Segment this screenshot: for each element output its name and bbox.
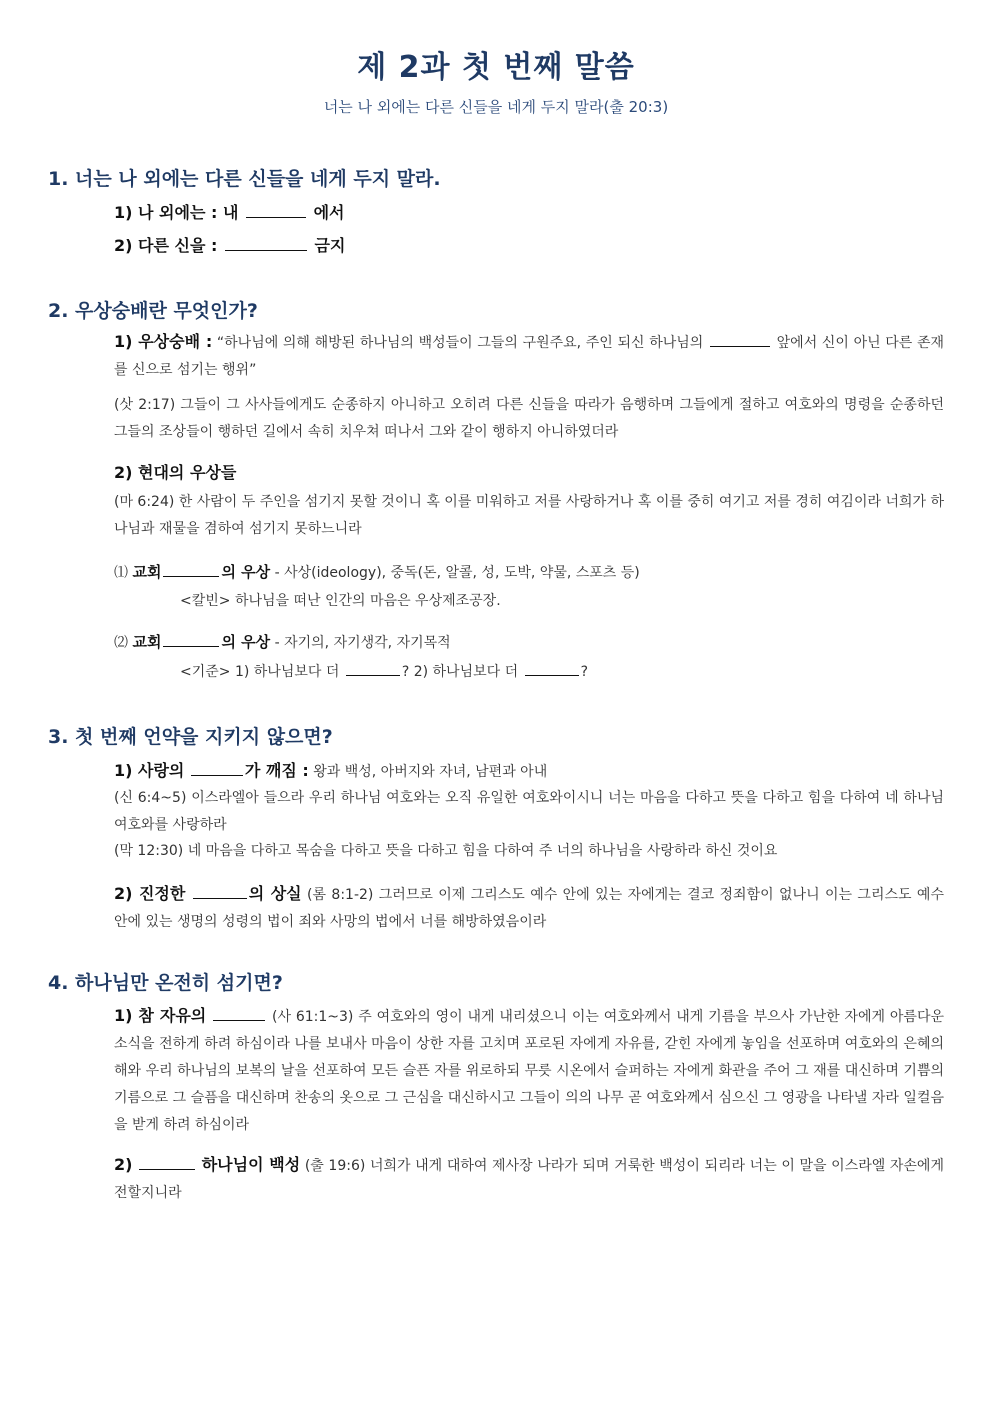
body-text: - 자기의, 자기생각, 자기목적	[274, 635, 451, 651]
section-2-heading: 2. 우상숭배란 무엇인가?	[48, 300, 258, 322]
verse-romans-8-1: (롬 8:1-2) 그러므로 이제 그리스도 예수 안에 있는 자에게는 결코 정죄함이 없나니 이는 그리스도 예수 안에 있는 생명의 성령의 법이 죄와 사망의 법에서 너를 해방하였음이라	[114, 887, 944, 930]
verse-matthew-6-24: (마 6:24) 한 사람이 두 주인을 섬기지 못할 것이니 혹 이를 미워하고 저를 사랑하거나 혹 이를 중히 여기고 저를 경히 여김이라 너희가 하나님과 재물을 겸하여 섬기지 못하느니라	[114, 494, 944, 537]
criteria-note	[180, 661, 588, 681]
item-label: 2) 다른 신을 :	[114, 236, 218, 255]
section-3-item-2	[114, 880, 944, 936]
section-4-heading: 4. 하나님만 온전히 섬기면?	[48, 972, 283, 994]
section-1-item-2	[114, 233, 345, 256]
item-number: ⑴	[114, 565, 128, 581]
item-label: 의 상실	[248, 884, 302, 903]
verse-exodus-19-6: (출 19:6) 너희가 내게 대하여 제사장 나라가 되며 거룩한 백성이 되리라 너는 이 말을 이스라엘 자손에게 전할지니라	[114, 1158, 944, 1201]
section-4-item-2	[114, 1151, 944, 1207]
section-1-item-1	[114, 200, 344, 223]
item-label: 2)	[114, 1155, 133, 1174]
section-3-item-1	[114, 758, 547, 781]
calvin-note: <칼빈> 하나님을 떠난 인간의 마음은 우상제조공장.	[180, 593, 501, 609]
item-number: ⑵	[114, 635, 128, 651]
item-label: 2) 진정한	[114, 884, 186, 903]
verse-mark-12-30: (막 12:30) 네 마음을 다하고 목숨을 다하고 뜻을 다하고 힘을 다하여 주 너의 하나님을 사랑하라 하신 것이요	[114, 843, 778, 859]
body-text: - 사상(ideology), 중독(돈, 알콜, 성, 도박, 약물, 스포츠 등)	[274, 565, 640, 581]
body-text: ?	[580, 664, 589, 680]
item-label: 가 깨짐 :	[244, 761, 309, 780]
fill-blank	[163, 575, 219, 577]
fill-blank	[139, 1168, 195, 1170]
item-label: 금지	[314, 236, 346, 255]
body-text: ? 2) 하나님보다 더	[401, 664, 519, 680]
verse-judges-2-17: (삿 2:17) 그들이 그 사사들에게도 순종하지 아니하고 오히려 다른 신들을 따라가 음행하며 그들에게 절하고 여호와의 명령을 순종하던 그들의 조상들이 행하던 길에서 속히 치우쳐 떠나서 그와 같이 행하지 아니하였더라	[114, 397, 944, 440]
body-text: 앞에서 신이 아닌 다른 존재를 신으로 섬기는 행위”	[114, 335, 945, 378]
item-label: 1) 나 외에는 : 내	[114, 203, 239, 222]
item-label: 교회	[132, 633, 162, 651]
fill-blank	[213, 1019, 265, 1021]
item-label: 1) 우상숭배 :	[114, 332, 213, 351]
section-2-subheading: 2) 현대의 우상들	[114, 463, 237, 482]
idol-item-1	[114, 561, 640, 582]
fill-blank	[163, 645, 219, 647]
item-label: 하나님이 백성	[201, 1155, 301, 1174]
body-text: 왕과 백성, 아버지와 자녀, 남편과 아내	[313, 764, 548, 780]
fill-blank	[225, 249, 307, 251]
verse-deuteronomy-6-4: (신 6:4~5) 이스라엘아 들으라 우리 하나님 여호와는 오직 유일한 여호와이시니 너는 마음을 다하고 뜻을 다하고 힘을 다하여 네 하나님 여호와를 사랑하라	[114, 790, 944, 833]
fill-blank	[346, 674, 400, 676]
page-title: 제 2과 첫 번째 말씀	[357, 50, 635, 85]
verse-isaiah-61-1: (사 61:1~3) 주 여호와의 영이 내게 내리셨으니 이는 여호와께서 내게 기름을 부으사 가난한 자에게 아름다운 소식을 전하게 하려 하심이라 나를 보내사 마음이 상한 자를 고치며 포로된 자에게 자유를, 갇힌 자에게 놓임을 선포하며 여호와의 은혜의 해와 우리 하나님의 보복의 날을 선포하여 모든 슬픈 자를 위로하되 무릇 시온에서 슬퍼하는 자에게 화관을 주어 그 재를 대신하며 기쁨의 기름으로 그 슬픔을 대신하며 찬송의 옷으로 그 근심을 대신하시고 그들이 의의 나무 곧 여호와께서 심으신 그 영광을 나타낼 자라 일컬음을 받게 하려 하심이라	[114, 1009, 945, 1133]
fill-blank	[191, 774, 243, 776]
section-2-para-1	[114, 328, 944, 384]
item-label: 1) 참 자유의	[114, 1006, 207, 1025]
section-3-heading: 3. 첫 번째 언약을 지키지 않으면?	[48, 726, 333, 748]
item-label: 에서	[313, 203, 345, 222]
page-subtitle: 너는 나 외에는 다른 신들을 네게 두지 말라(출 20:3)	[323, 98, 669, 116]
idol-item-2	[114, 631, 451, 652]
body-text: <기준> 1) 하나님보다 더	[180, 664, 340, 680]
section-1-heading: 1. 너는 나 외에는 다른 신들을 네게 두지 말라.	[48, 168, 441, 190]
item-label: 교회	[132, 563, 162, 581]
item-label: 1) 사랑의	[114, 761, 185, 780]
fill-blank	[246, 216, 306, 218]
fill-blank	[193, 897, 247, 899]
item-label: 의 우상	[221, 563, 271, 581]
item-label: 의 우상	[221, 633, 271, 651]
fill-blank	[525, 674, 579, 676]
section-4-item-1	[114, 1002, 944, 1139]
fill-blank	[710, 345, 770, 347]
body-text: “하나님에 의해 해방된 하나님의 백성들이 그들의 구원주요, 주인 되신 하나님의	[216, 335, 704, 351]
